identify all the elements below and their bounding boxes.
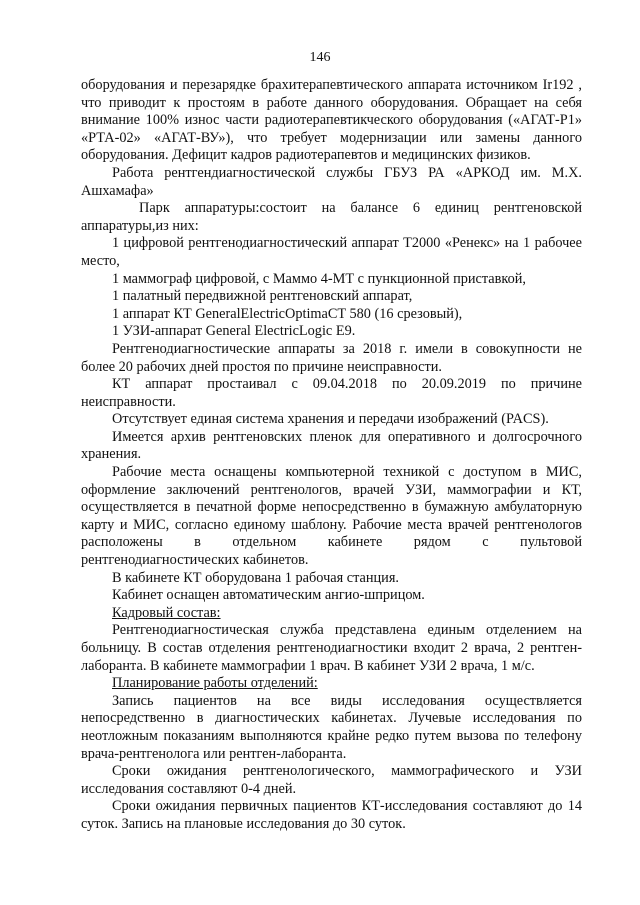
paragraph-film-archive: Имеется архив рентгеновских пленок для оперативного и долгосрочного хранения. <box>81 428 582 463</box>
section-heading-staff-text: Кадровый состав: <box>112 604 221 621</box>
list-item-ultrasound: 1 УЗИ-аппарат General ElectricLogic E9. <box>112 323 356 340</box>
section-heading-planning <box>81 675 582 693</box>
paragraph-ct-waiting: Сроки ожидания первичных пациентов КТ-исследования составляют до 14 суток. Запись на плановые исследования до 30 суток. <box>81 798 582 832</box>
page-number: 146 <box>309 50 331 65</box>
section-heading-planning-text: Планирование работы отделений: <box>112 675 318 692</box>
paragraph-ct-downtime: КТ аппарат простаивал с 09.04.2018 по 20.09.2019 по причине неисправности. <box>81 376 582 410</box>
list-item-ct-scanner: 1 аппарат КТ GeneralElectricOptimaCT 580 (16 срезовый), <box>112 305 463 322</box>
paragraph-downtime-2018: Рентгенодиагностические аппараты за 2018 г. имели в совокупности не более 20 рабочих дней простоя по причине неисправности. <box>81 340 582 375</box>
list-item-mammograph: 1 маммограф цифровой, с Маммо 4-МТ с пункционной приставкой, <box>112 270 526 287</box>
list-item-digital-xray: 1 цифровой рентгенодиагностический аппарат Т2000 «Ренекс» на 1 рабочее место, <box>81 235 582 269</box>
list-item-mobile-xray: 1 палатный передвижной рентгеновский аппарат, <box>112 288 413 305</box>
paragraph-staff: Рентгенодиагностическая служба представлена единым отделением на больницу. В состав отделения рентгенодиагностики входит 2 врача, 2 рентген-лаборанта. В кабинете маммографии 1 врач. В кабинет УЗИ 2 врача, 1 м/с. <box>81 622 582 674</box>
paragraph-angio-injector: Кабинет оснащен автоматическим ангио-шприцом. <box>112 587 425 604</box>
paragraph-workstations: Рабочие места оснащены компьютерной техникой с доступом в МИС, оформление заключений рентгенологов, врачей УЗИ, маммографии и КТ, осуществляется в печатной форме непосредственно в бумажную амбулаторную карту и МИС, согласно единому шаблону. Рабочие места врачей рентгенологов расположены в отдельном кабинете рядом с пультовой <box>81 464 582 551</box>
paragraph-ct-workstation: В кабинете КТ оборудована 1 рабочая станция. <box>112 569 399 586</box>
document-body <box>81 77 582 834</box>
paragraph-equipment-park: Парк аппаратуры:состоит на балансе 6 единиц рентгеновской аппаратуры,из них: <box>81 200 582 234</box>
paragraph-waiting-times: Сроки ожидания рентгенологического, маммографического и УЗИ исследования составляют 0-4 дней. <box>81 763 582 797</box>
paragraph-workstations-end: рентгенодиагностических кабинетов. <box>81 552 309 569</box>
paragraph-radiotherapy-equipment: оборудования и перезарядке брахитерапевтического аппарата источником Ir192 , что приводит к простоям в работе данного оборудования. Обращает на себя внимание 100% износ части радиотерапевтикческого оборудования («АГАТ-Р1» «РТА-02» «АГАТ-ВУ»), что требует модернизации или замены данного оборудования. Дефицит кадров радиотерапевтов и медицинских физиков. <box>81 77 582 164</box>
paragraph-no-pacs: Отсутствует единая система хранения и передачи изображений (PACS). <box>112 411 549 428</box>
paragraph-xray-service-heading: Работа рентгендиагностической службы ГБУЗ РА «АРКОД им. М.Х. Ашхамафа» <box>81 164 582 199</box>
paragraph-appointments: Запись пациентов на все виды исследования осуществляется непосредственно в диагностических кабинетах. Лучевые исследования по неотложным показаниям выполняются крайне редко путем вызова по телефону врача-рентгенолога или рентген-лаборанта. <box>81 692 582 762</box>
section-heading-staff <box>81 605 582 623</box>
